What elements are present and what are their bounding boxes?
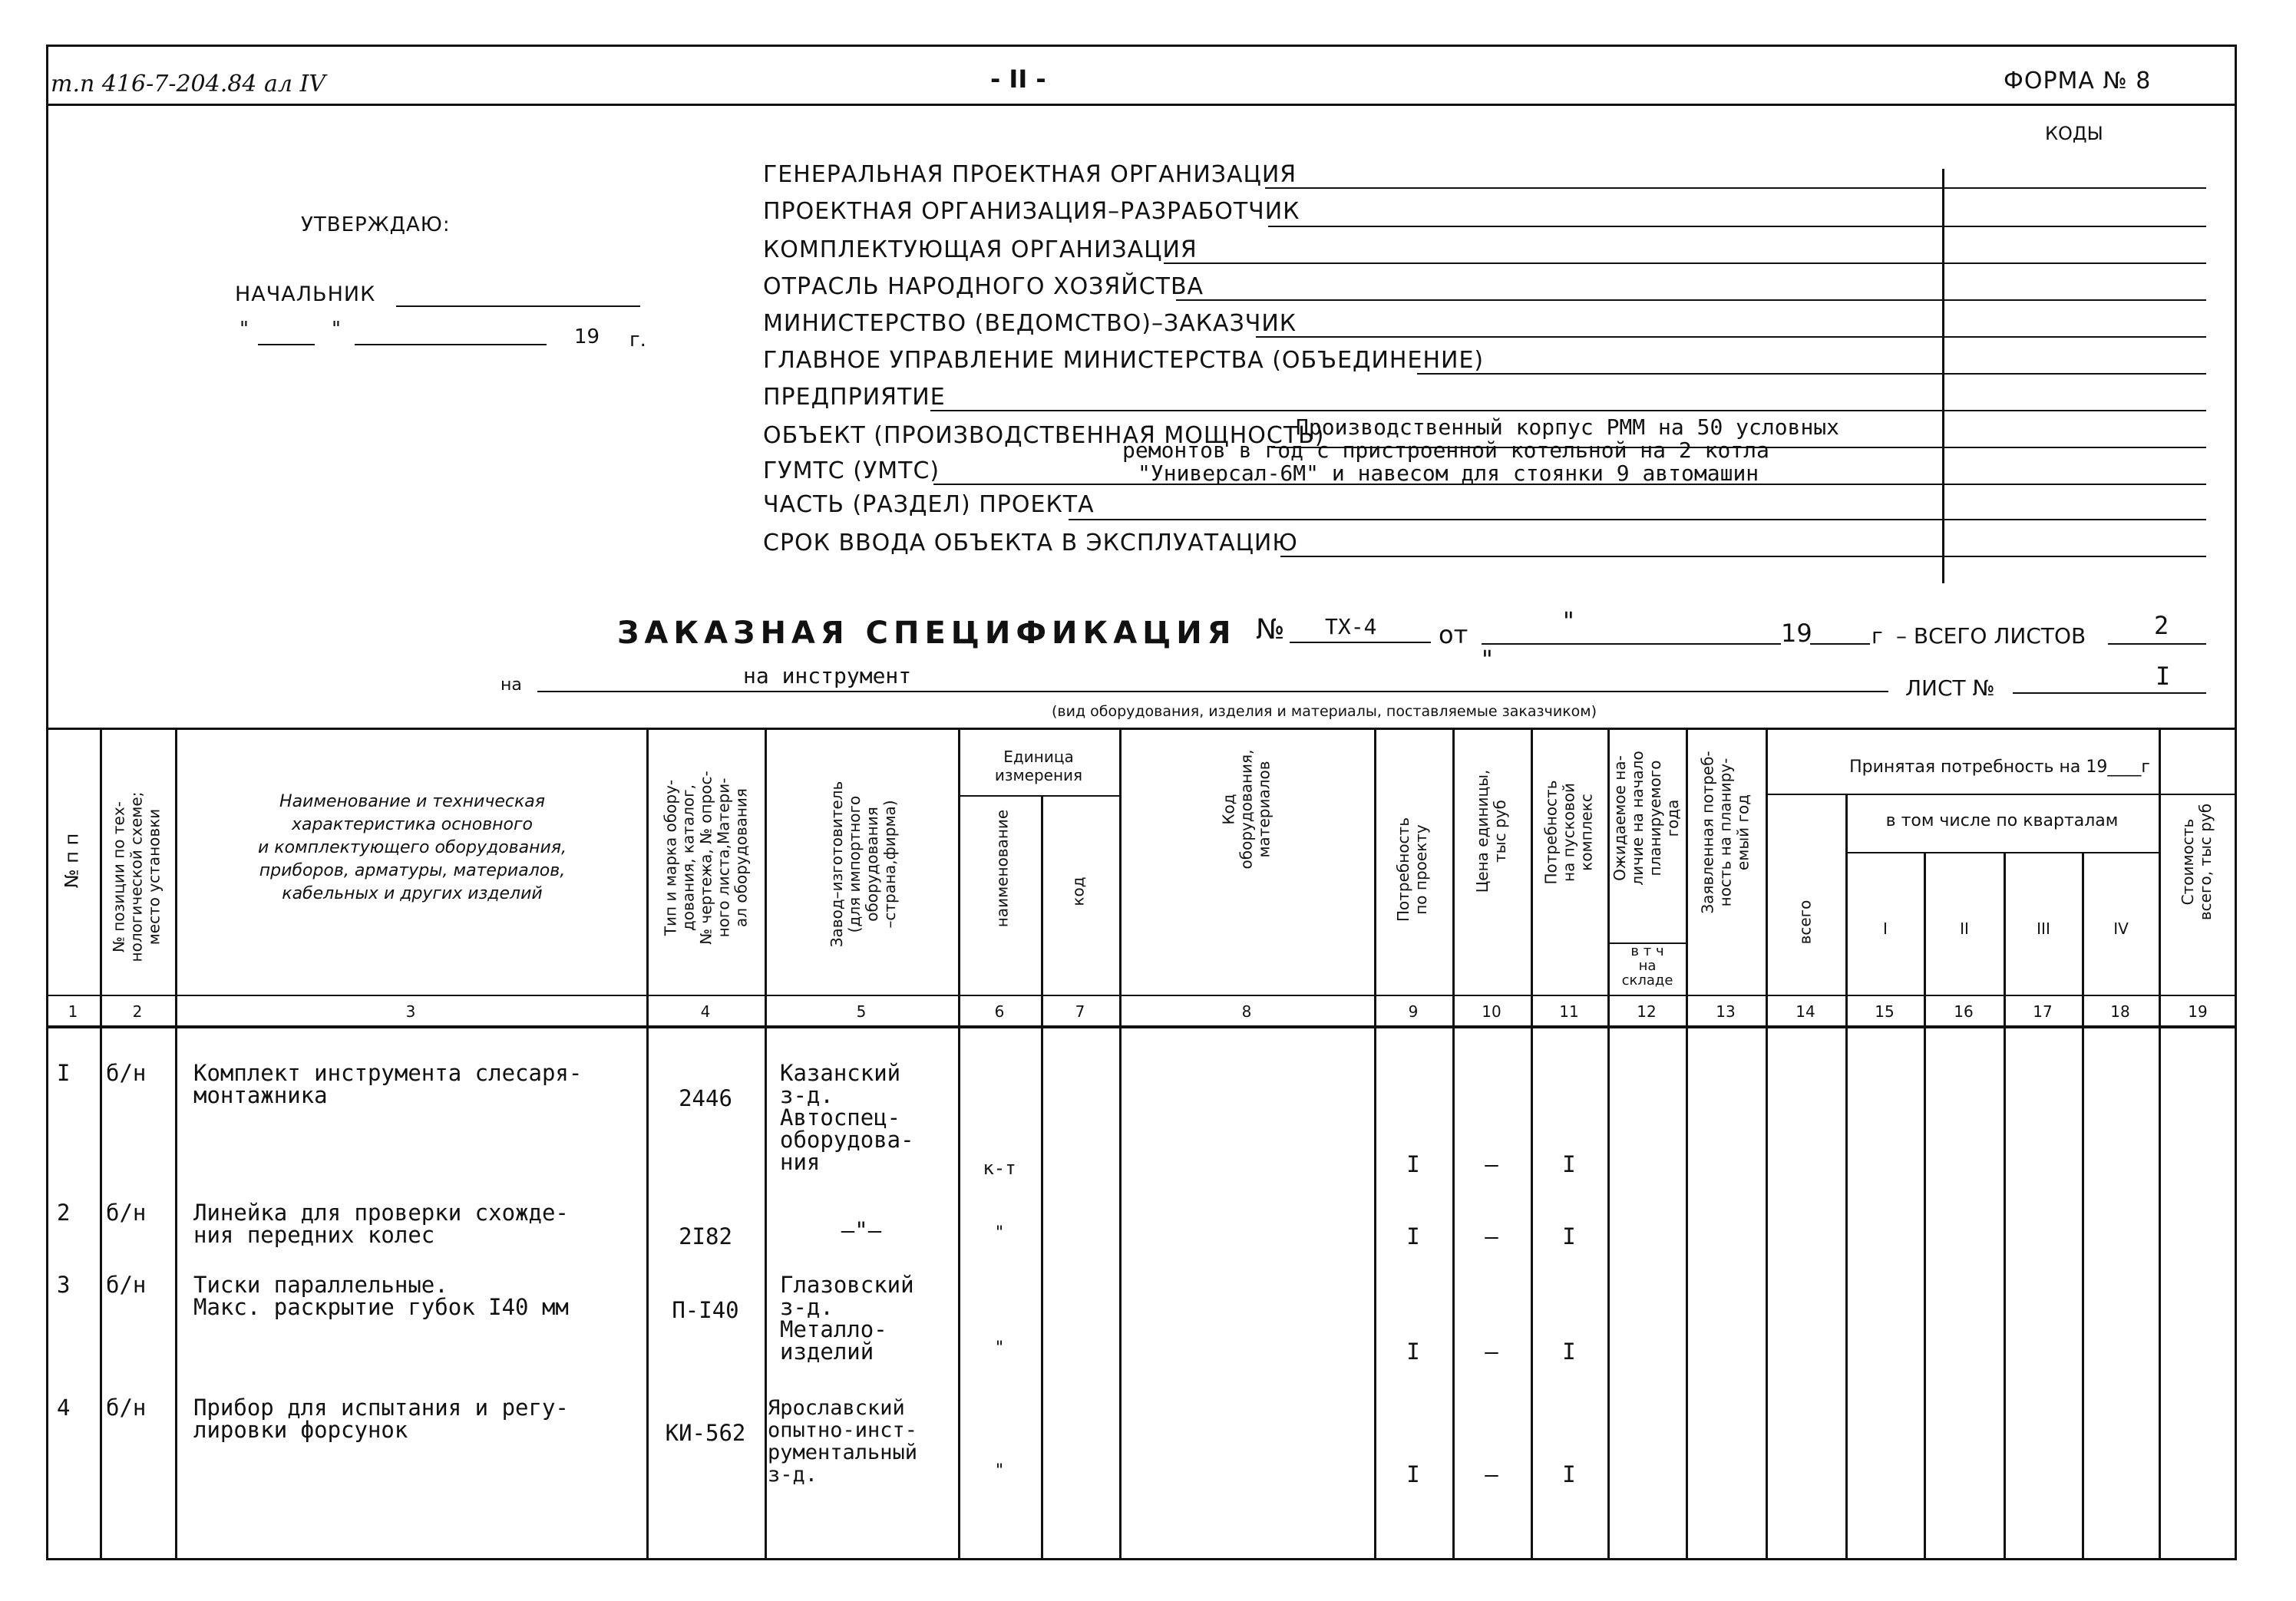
quarters-header-line bbox=[1845, 852, 2159, 853]
unit-header-line bbox=[958, 795, 1119, 797]
header-q3: III bbox=[2037, 919, 2050, 938]
col-divider bbox=[1686, 728, 1688, 1560]
row-1-name: Комплект инструмента слесаря- монтажника bbox=[193, 1060, 583, 1108]
page-number: - II - bbox=[990, 64, 1046, 94]
header-unit-name: наименование bbox=[993, 809, 1012, 928]
header-equipment-code: Код оборудования, материалов bbox=[1219, 749, 1274, 870]
row-2-unit: " bbox=[994, 1223, 1005, 1243]
row-3-type: П-I40 bbox=[672, 1297, 739, 1323]
document-code: т.п 416-7-204.84 ал IV bbox=[51, 71, 326, 97]
field-ministry-line[interactable] bbox=[1256, 336, 2206, 338]
spec-on-line[interactable] bbox=[537, 691, 1888, 692]
header-quarters: в том числе по кварталам bbox=[1885, 811, 2119, 830]
header-q2: II bbox=[1960, 919, 1969, 938]
header-need-launch: Потребность на пусковой комплекс bbox=[1541, 780, 1596, 885]
header-total: всего bbox=[1796, 900, 1815, 945]
row-4-unit: " bbox=[994, 1461, 1005, 1481]
row-4-price: – bbox=[1485, 1461, 1498, 1487]
header-need-project: Потребность по проекту bbox=[1394, 817, 1430, 923]
col-divider bbox=[1607, 728, 1610, 1560]
col-divider bbox=[1119, 728, 1122, 1560]
year-suffix: г. bbox=[629, 328, 646, 352]
field-project-part-value: "Универсал-6М" и навесом для стоянки 9 автомашин bbox=[1138, 460, 1759, 486]
col-divider bbox=[1374, 728, 1376, 1560]
field-gumts-value: ремонтов в год с пристроенной котельной на 2 котла bbox=[1122, 437, 1769, 463]
spec-quote-2: " bbox=[1482, 645, 1493, 674]
spec-title: ЗАКАЗНАЯ СПЕЦИФИКАЦИЯ bbox=[617, 616, 1237, 651]
row-1-unit: к-т bbox=[983, 1157, 1016, 1179]
total-sheets-line[interactable] bbox=[2108, 643, 2206, 645]
row-2-name: Линейка для проверки схожде- ния передних колес bbox=[193, 1200, 569, 1248]
header-maker: Завод–изготовитель (для импортного оборудования –страна,фирма) bbox=[828, 781, 899, 948]
field-main-department: ГЛАВНОЕ УПРАВЛЕНИЕ МИНИСТЕРСТВА (ОБЪЕДИНЕНИЕ) bbox=[763, 347, 1485, 374]
row-2-need: I bbox=[1406, 1223, 1420, 1249]
header-unit: Единица измерения bbox=[994, 748, 1083, 784]
col-divider bbox=[1452, 728, 1455, 1560]
date-quote-open: " bbox=[240, 318, 249, 341]
col-number: 5 bbox=[856, 1002, 867, 1021]
col-number: 11 bbox=[1559, 1002, 1579, 1021]
field-project-part-line[interactable] bbox=[1069, 519, 2206, 520]
day-line[interactable] bbox=[258, 344, 315, 345]
row-4-need: I bbox=[1406, 1461, 1420, 1487]
field-gumts: ГУМТС (УМТС) bbox=[763, 457, 940, 484]
col-number: 2 bbox=[132, 1002, 143, 1021]
row-1-position: б/н bbox=[106, 1060, 147, 1086]
spec-number-label: № bbox=[1256, 614, 1285, 645]
date-quote-close: " bbox=[332, 318, 341, 341]
spec-on-label: на bbox=[500, 675, 522, 695]
col-divider bbox=[1924, 852, 1926, 1560]
col-number: 19 bbox=[2188, 1002, 2208, 1021]
col-divider bbox=[2004, 852, 2006, 1560]
row-1-maker: Казанский з-д. Автоспец- оборудова- ния bbox=[780, 1060, 914, 1175]
col-divider bbox=[100, 728, 102, 1560]
field-design-org-line[interactable] bbox=[1268, 226, 2206, 227]
row-4-number: 4 bbox=[57, 1395, 71, 1421]
header-accepted: Принятая потребность на 19____г bbox=[1849, 758, 2150, 777]
field-general-org-line[interactable] bbox=[1265, 187, 2206, 189]
header-row-number: № п п bbox=[61, 833, 83, 889]
row-4-type: КИ-562 bbox=[665, 1420, 746, 1446]
spec-number-value: ТХ-4 bbox=[1325, 614, 1377, 639]
field-object-value: Производственный корпус РММ на 50 условных bbox=[1296, 414, 1840, 440]
spec-quote-1: " bbox=[1563, 606, 1574, 635]
field-enterprise: ПРЕДПРИЯТИЕ bbox=[763, 384, 946, 411]
field-ministry: МИНИСТЕРСТВО (ВЕДОМСТВО)–ЗАКАЗЧИК bbox=[763, 310, 1297, 337]
col-number: 16 bbox=[1954, 1002, 1974, 1021]
header-unit-price: Цена единицы, тыс руб bbox=[1473, 769, 1509, 893]
table-top-border bbox=[46, 728, 2237, 730]
spec-year-line[interactable] bbox=[1810, 643, 1870, 645]
header-declared-need: Заявленная потреб- ность на планиру- емый год bbox=[1698, 751, 1753, 914]
colnum-bottom-line bbox=[46, 1025, 2237, 1028]
field-general-org: ГЕНЕРАЛЬНАЯ ПРОЕКТНАЯ ОРГАНИЗАЦИЯ bbox=[763, 161, 1297, 188]
row-3-launch: I bbox=[1562, 1339, 1576, 1365]
header-expected: Ожидаемое на- личие на начало планируемого года bbox=[1611, 751, 1682, 886]
field-commission-date-line[interactable] bbox=[1280, 556, 2206, 557]
codes-divider bbox=[1942, 169, 1944, 583]
header-position: № позиции по тех- нологической схеме; место установки bbox=[109, 791, 164, 962]
field-object: ОБЪЕКТ (ПРОИЗВОДСТВЕННАЯ МОЩНОСТЬ) bbox=[763, 422, 1325, 449]
accepted-header-line bbox=[1766, 794, 2237, 795]
colnum-top-line bbox=[46, 995, 2237, 996]
field-main-department-line[interactable] bbox=[1417, 373, 2206, 375]
sheet-label: ЛИСТ № bbox=[1905, 675, 1995, 701]
header-unit-code: код bbox=[1069, 876, 1088, 906]
row-2-position: б/н bbox=[106, 1200, 147, 1226]
chief-label: НАЧАЛЬНИК bbox=[235, 282, 376, 306]
col-divider bbox=[2082, 852, 2084, 1560]
col-number: 8 bbox=[1241, 1002, 1252, 1021]
total-sheets-label: – ВСЕГО ЛИСТОВ bbox=[1896, 623, 2086, 649]
row-2-maker: –"– bbox=[841, 1217, 882, 1243]
row-1-need: I bbox=[1406, 1151, 1420, 1177]
col-divider bbox=[2159, 728, 2161, 1560]
spec-from-label: от bbox=[1439, 620, 1468, 649]
col-divider bbox=[1041, 795, 1043, 1560]
header-q1: I bbox=[1883, 919, 1888, 938]
col-number: 13 bbox=[1716, 1002, 1736, 1021]
form-number: ФОРМА № 8 bbox=[2004, 68, 2152, 94]
col-divider bbox=[765, 728, 767, 1560]
col-number: 1 bbox=[68, 1002, 78, 1021]
row-3-position: б/н bbox=[106, 1272, 147, 1298]
col-number: 15 bbox=[1875, 1002, 1895, 1021]
spec-date-line[interactable] bbox=[1482, 643, 1781, 645]
col-number: 10 bbox=[1482, 1002, 1501, 1021]
col-number: 4 bbox=[700, 1002, 711, 1021]
header-in-stock: в т ч на складе bbox=[1621, 943, 1673, 989]
col-divider bbox=[1766, 728, 1768, 1560]
header-type: Тип и марка обору- дования, каталог, № чертежа, № опрос- ного листа,Матери- ал оборудования bbox=[661, 771, 751, 945]
row-4-launch: I bbox=[1562, 1461, 1576, 1487]
row-2-price: – bbox=[1485, 1223, 1498, 1249]
col-divider bbox=[1531, 728, 1533, 1560]
col-number: 14 bbox=[1796, 1002, 1815, 1021]
year-prefix: 19 bbox=[574, 325, 600, 348]
row-1-type: 2446 bbox=[679, 1085, 732, 1111]
col-divider bbox=[175, 728, 177, 1560]
field-industry: ОТРАСЛЬ НАРОДНОГО ХОЗЯЙСТВА bbox=[763, 273, 1204, 300]
approve-label: УТВЕРЖДАЮ: bbox=[301, 213, 451, 236]
col-number: 6 bbox=[994, 1002, 1005, 1021]
row-3-number: 3 bbox=[57, 1272, 71, 1298]
row-4-name: Прибор для испытания и регу- лировки форсунок bbox=[193, 1395, 569, 1443]
field-enterprise-line[interactable] bbox=[930, 410, 2206, 411]
row-2-number: 2 bbox=[57, 1200, 71, 1226]
col-divider bbox=[958, 728, 960, 1560]
codes-label: КОДЫ bbox=[2045, 123, 2103, 144]
row-3-name: Тиски параллельные. Макс. раскрытие губок I40 мм bbox=[193, 1272, 569, 1320]
field-design-org: ПРОЕКТНАЯ ОРГАНИЗАЦИЯ–РАЗРАБОТЧИК bbox=[763, 198, 1300, 225]
spec-year-suffix: г bbox=[1871, 623, 1883, 649]
row-3-price: – bbox=[1485, 1339, 1498, 1365]
col-number: 12 bbox=[1637, 1002, 1657, 1021]
sheet-value: I bbox=[2156, 662, 2171, 691]
row-3-need: I bbox=[1406, 1339, 1420, 1365]
row-3-maker: Глазовский з-д. Металло- изделий bbox=[780, 1272, 914, 1365]
row-3-unit: " bbox=[994, 1339, 1005, 1358]
row-4-maker: Ярославский опытно-инст- рументальный з-д. bbox=[768, 1396, 918, 1487]
row-1-number: I bbox=[57, 1060, 71, 1086]
col-number: 3 bbox=[405, 1002, 416, 1021]
field-supply-org: КОМПЛЕКТУЮЩАЯ ОРГАНИЗАЦИЯ bbox=[763, 236, 1198, 263]
row-4-position: б/н bbox=[106, 1395, 147, 1421]
spec-number-line[interactable] bbox=[1290, 642, 1431, 643]
header-divider bbox=[46, 104, 2237, 106]
row-1-price: – bbox=[1485, 1151, 1498, 1177]
field-supply-org-line[interactable] bbox=[1164, 262, 2206, 264]
field-commission-date: СРОК ВВОДА ОБЪЕКТА В ЭКСПЛУАТАЦИЮ bbox=[763, 530, 1298, 556]
col-number: 7 bbox=[1075, 1002, 1085, 1021]
field-project-part: ЧАСТЬ (РАЗДЕЛ) ПРОЕКТА bbox=[763, 491, 1095, 518]
spec-subnote: (вид оборудования, изделия и материалы, поставляемые заказчиком) bbox=[1052, 703, 1597, 720]
col-number: 17 bbox=[2033, 1002, 2053, 1021]
col-number: 18 bbox=[2110, 1002, 2130, 1021]
sheet-line[interactable] bbox=[2013, 692, 2206, 694]
header-cost: Стоимость всего, тыс руб bbox=[2179, 803, 2215, 921]
field-industry-line[interactable] bbox=[1176, 299, 2206, 301]
row-2-type: 2I82 bbox=[679, 1223, 732, 1249]
header-name: Наименование и техническая характеристика основного и комплектующего оборудования, приборов, арматуры, материалов, кабельных и других изделий bbox=[257, 792, 567, 903]
spec-year-label: 19 bbox=[1781, 619, 1812, 648]
row-2-launch: I bbox=[1562, 1223, 1576, 1249]
col-number: 9 bbox=[1408, 1002, 1419, 1021]
row-1-launch: I bbox=[1562, 1151, 1576, 1177]
total-sheets-value: 2 bbox=[2154, 611, 2169, 640]
col-divider bbox=[1845, 794, 1848, 1560]
header-q4: IV bbox=[2113, 919, 2129, 938]
spec-on-value: на инструмент bbox=[743, 663, 912, 688]
month-line[interactable] bbox=[355, 344, 547, 345]
chief-name-line[interactable] bbox=[396, 305, 640, 307]
